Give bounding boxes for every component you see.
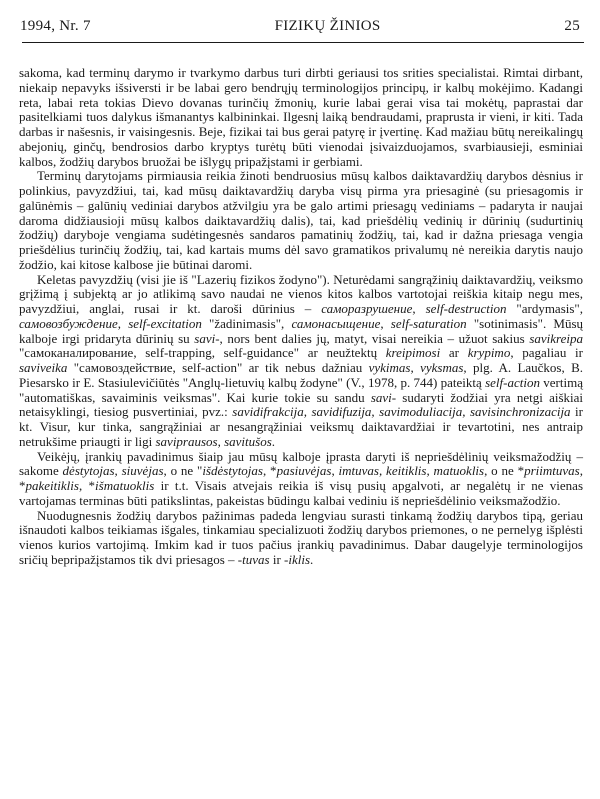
italic-term: išmatuoklis <box>95 478 155 493</box>
page-number: 25 <box>564 18 580 34</box>
text-run: ir <box>269 551 285 567</box>
text-run: , * <box>78 478 96 493</box>
text-run: . <box>310 551 314 567</box>
text-run: ar <box>440 345 468 361</box>
italic-term: savidifrakcija, savidifuzija, savimoduliacija, savisinchronizacija <box>232 404 571 420</box>
italic-term: vykimas, vyksmas <box>368 360 464 375</box>
text-run: , pagaliau ir <box>510 345 583 361</box>
italic-term: savi- <box>194 330 220 346</box>
text-run: "žadinimasis", <box>201 315 292 331</box>
text-run: Terminų darytojams pirmiausia reikia žinoti bendruosius mūsų kalbos daiktavardžių darybos dėsnius ir polinkius, pavyzdžiui, tai, kad mūsų daiktavardžių daryba visų pirma yra priesaginė (su priesagomis ir galūnėmis – galūnių vediniai darybos atžvilgiu yra be galo artimi priesagų vediniams – padaryta ir naujai daroma didžiausioji mūsų kalbos daiktavardžių dalis), tai, kad priešdėlių vedinių ir dūrinių (sudurtinių žodžių) daryboje vengiama sudėtingesnės sandaros pamatinių žodžių, tai, kad ir dažna priesaga vengia priešdėlius turinčių žodžių, tai, kad kartais mums dėl savo gramatikos privalumų nė nereikia darytis naujo žodžio, kai kitose kalbose jie būtinai daromi. <box>19 168 583 272</box>
italic-term: išdėstytojas <box>202 463 263 479</box>
text-run: , <box>380 315 391 331</box>
text-run: , * <box>19 463 583 493</box>
italic-term: самовозбуждение <box>19 315 118 331</box>
text-run: Veikėjų, įrankių pavadinimus šiaip jau mūsų kalboje įprasta daryti iš nepriešdėlinių veiksmažodžių – sakome <box>19 448 583 479</box>
paragraph-3 <box>19 273 583 450</box>
italic-term: saviveika <box>19 360 68 375</box>
text-run: "ardymasis", <box>506 301 583 316</box>
text-run: , o ne " <box>163 463 203 479</box>
text-run: sudaryti žodžiai yra netgi aiškiai netaisyklingi, tiesiog pusvertiniai, pvz.: <box>19 389 583 420</box>
text-run: "самоканалирование, self-trapping, self-guidance" ar neužtektų <box>19 345 386 361</box>
italic-term: -iklis <box>284 551 311 567</box>
text-run: , nors bent dalies jų, matyt, visai nereikia – užuot sakius <box>219 330 530 346</box>
italic-term: kreipimosi <box>385 345 441 361</box>
italic-term: self-excitation <box>128 315 202 331</box>
text-run: , <box>117 315 129 331</box>
issue-label: 1994, Nr. 7 <box>20 18 91 34</box>
text-run: . <box>271 433 276 449</box>
italic-term: priimtuvas <box>524 463 580 479</box>
italic-term: pakeitiklis <box>25 478 79 493</box>
text-run: , o ne * <box>484 463 525 479</box>
paragraph-1 <box>19 66 583 169</box>
italic-term: самонасыщение <box>291 315 381 331</box>
text-run: , <box>412 301 426 316</box>
text-run: , <box>331 463 339 479</box>
text-run: "sotinimasis". Mūsų kalboje irgi pridaryta dūrinių su <box>19 315 584 346</box>
italic-term: saviprausos, savitušos <box>155 433 272 449</box>
italic-term: imtuvas, keitiklis, matuoklis <box>338 463 485 479</box>
paragraph-4 <box>19 450 583 509</box>
text-run: sakoma, kad terminų darymo ir tvarkymo darbus turi dirbti geriausi tos srities specialistai. Rimtai dirbant, niekaip nepavyks išsiversti ir be labai gero bendrųjų terminologijos principų, ir kalbų mokėjimo. Kadangi reta, labai reta tokias Dievo dovanas turinčių žmonių, kurie labai gerai visa tai mokėtų, paprastai dar pasitelkiami tuos dalykus išmanantys kalbininkai. Ilgesnį laiką bendraudami, praprusta ir vieni, ir kiti. Tada darbas ir našesnis, ir vaisingesnis. Beje, fizikai tai bus gerai patyrę ir įvertinę. Kad mažiau būtų nereikalingų abejonių, ginčų, bendrosios darbo kryptys turėtų būti vienodai įsivaizduojamos, svarbiausieji, esminiai kalbos, žodžių darybos bruožai be išlygų pripažįstami ir gerbiami. <box>19 65 583 169</box>
italic-term: dėstytojas, siuvėjas <box>62 463 164 479</box>
italic-term: savi- <box>370 389 397 405</box>
italic-term: self-action <box>485 374 540 390</box>
italic-term: -tuvas <box>237 551 270 567</box>
italic-term: self-destruction <box>425 301 507 316</box>
italic-term: pasiuvėjas <box>276 463 332 479</box>
paragraph-5 <box>19 509 583 568</box>
text-run: ir t.t. Visais atvejais reikia iš visų pusių apgalvoti, ar negalėtų ir ne vienas vartojamas terminas būti patikslintas, pakeistas būdingu kalbai vediniu iš nepriešdėlinio veiksmažodžio. <box>19 478 584 508</box>
text-run: "самовоздействие, self-action" ar tik nebus dažniau <box>67 360 369 375</box>
text-run: , plg. A. Laučkos, B. Piesarsko ir E. Stasiulevičiūtės "Anglų-lietuvių kalbų žodyne" (V., 1978, p. 744) pateiktą <box>19 360 583 390</box>
italic-term: savikreipa <box>529 330 583 346</box>
running-header <box>20 18 580 40</box>
paragraph-2 <box>19 169 583 272</box>
text-run: Nuodugnesnis žodžių darybos pažinimas padeda lengviau surasti tinkamą žodžių darybos tipą, geriau išnaudoti kalbos teikiamas išgales, tinkamiau specializuoti žodžių darybos priemones, o ne pernelyg išplėsti vienos kurios vartojimą. Imkim kad ir tuos pačius įrankių pavadinimus. Dabar daugelyje terminologijos sričių bepripažįstamos tik dvi priesagos – <box>19 507 583 567</box>
italic-term: krypimo <box>467 345 511 361</box>
text-run: ir kt. Visur, kur tinka, sangrąžiniai ar nesangrąžiniai veiksmų daiktavardžiai ir tevartotini, nes antraip netrukšime priaugti ir ligi <box>19 404 583 449</box>
journal-title: FIZIKŲ ŽINIOS <box>274 18 381 34</box>
text-run: vertimą "automatiškas, savaiminis veiksmas". Kai kurie tokie su sandu <box>19 374 583 405</box>
article-body <box>19 66 583 568</box>
text-run: , * <box>262 463 277 479</box>
header-rule <box>22 42 584 43</box>
text-run: Keletas pavyzdžių (visi jie iš "Lazerių fizikos žodyno"). Neturėdami sangrąžinių daiktavardžių, veiksmo grįžimą į subjektą ar jo atlikimą savo naudai ne vienos kitos kalbos vartotojai reiškia kitaip negu mes, pavyzdžiui, anglai, rusai ir kt. daroši dūrinius – <box>19 271 583 316</box>
italic-term: self-saturation <box>390 315 467 331</box>
italic-term: саморазрушение <box>321 301 413 316</box>
